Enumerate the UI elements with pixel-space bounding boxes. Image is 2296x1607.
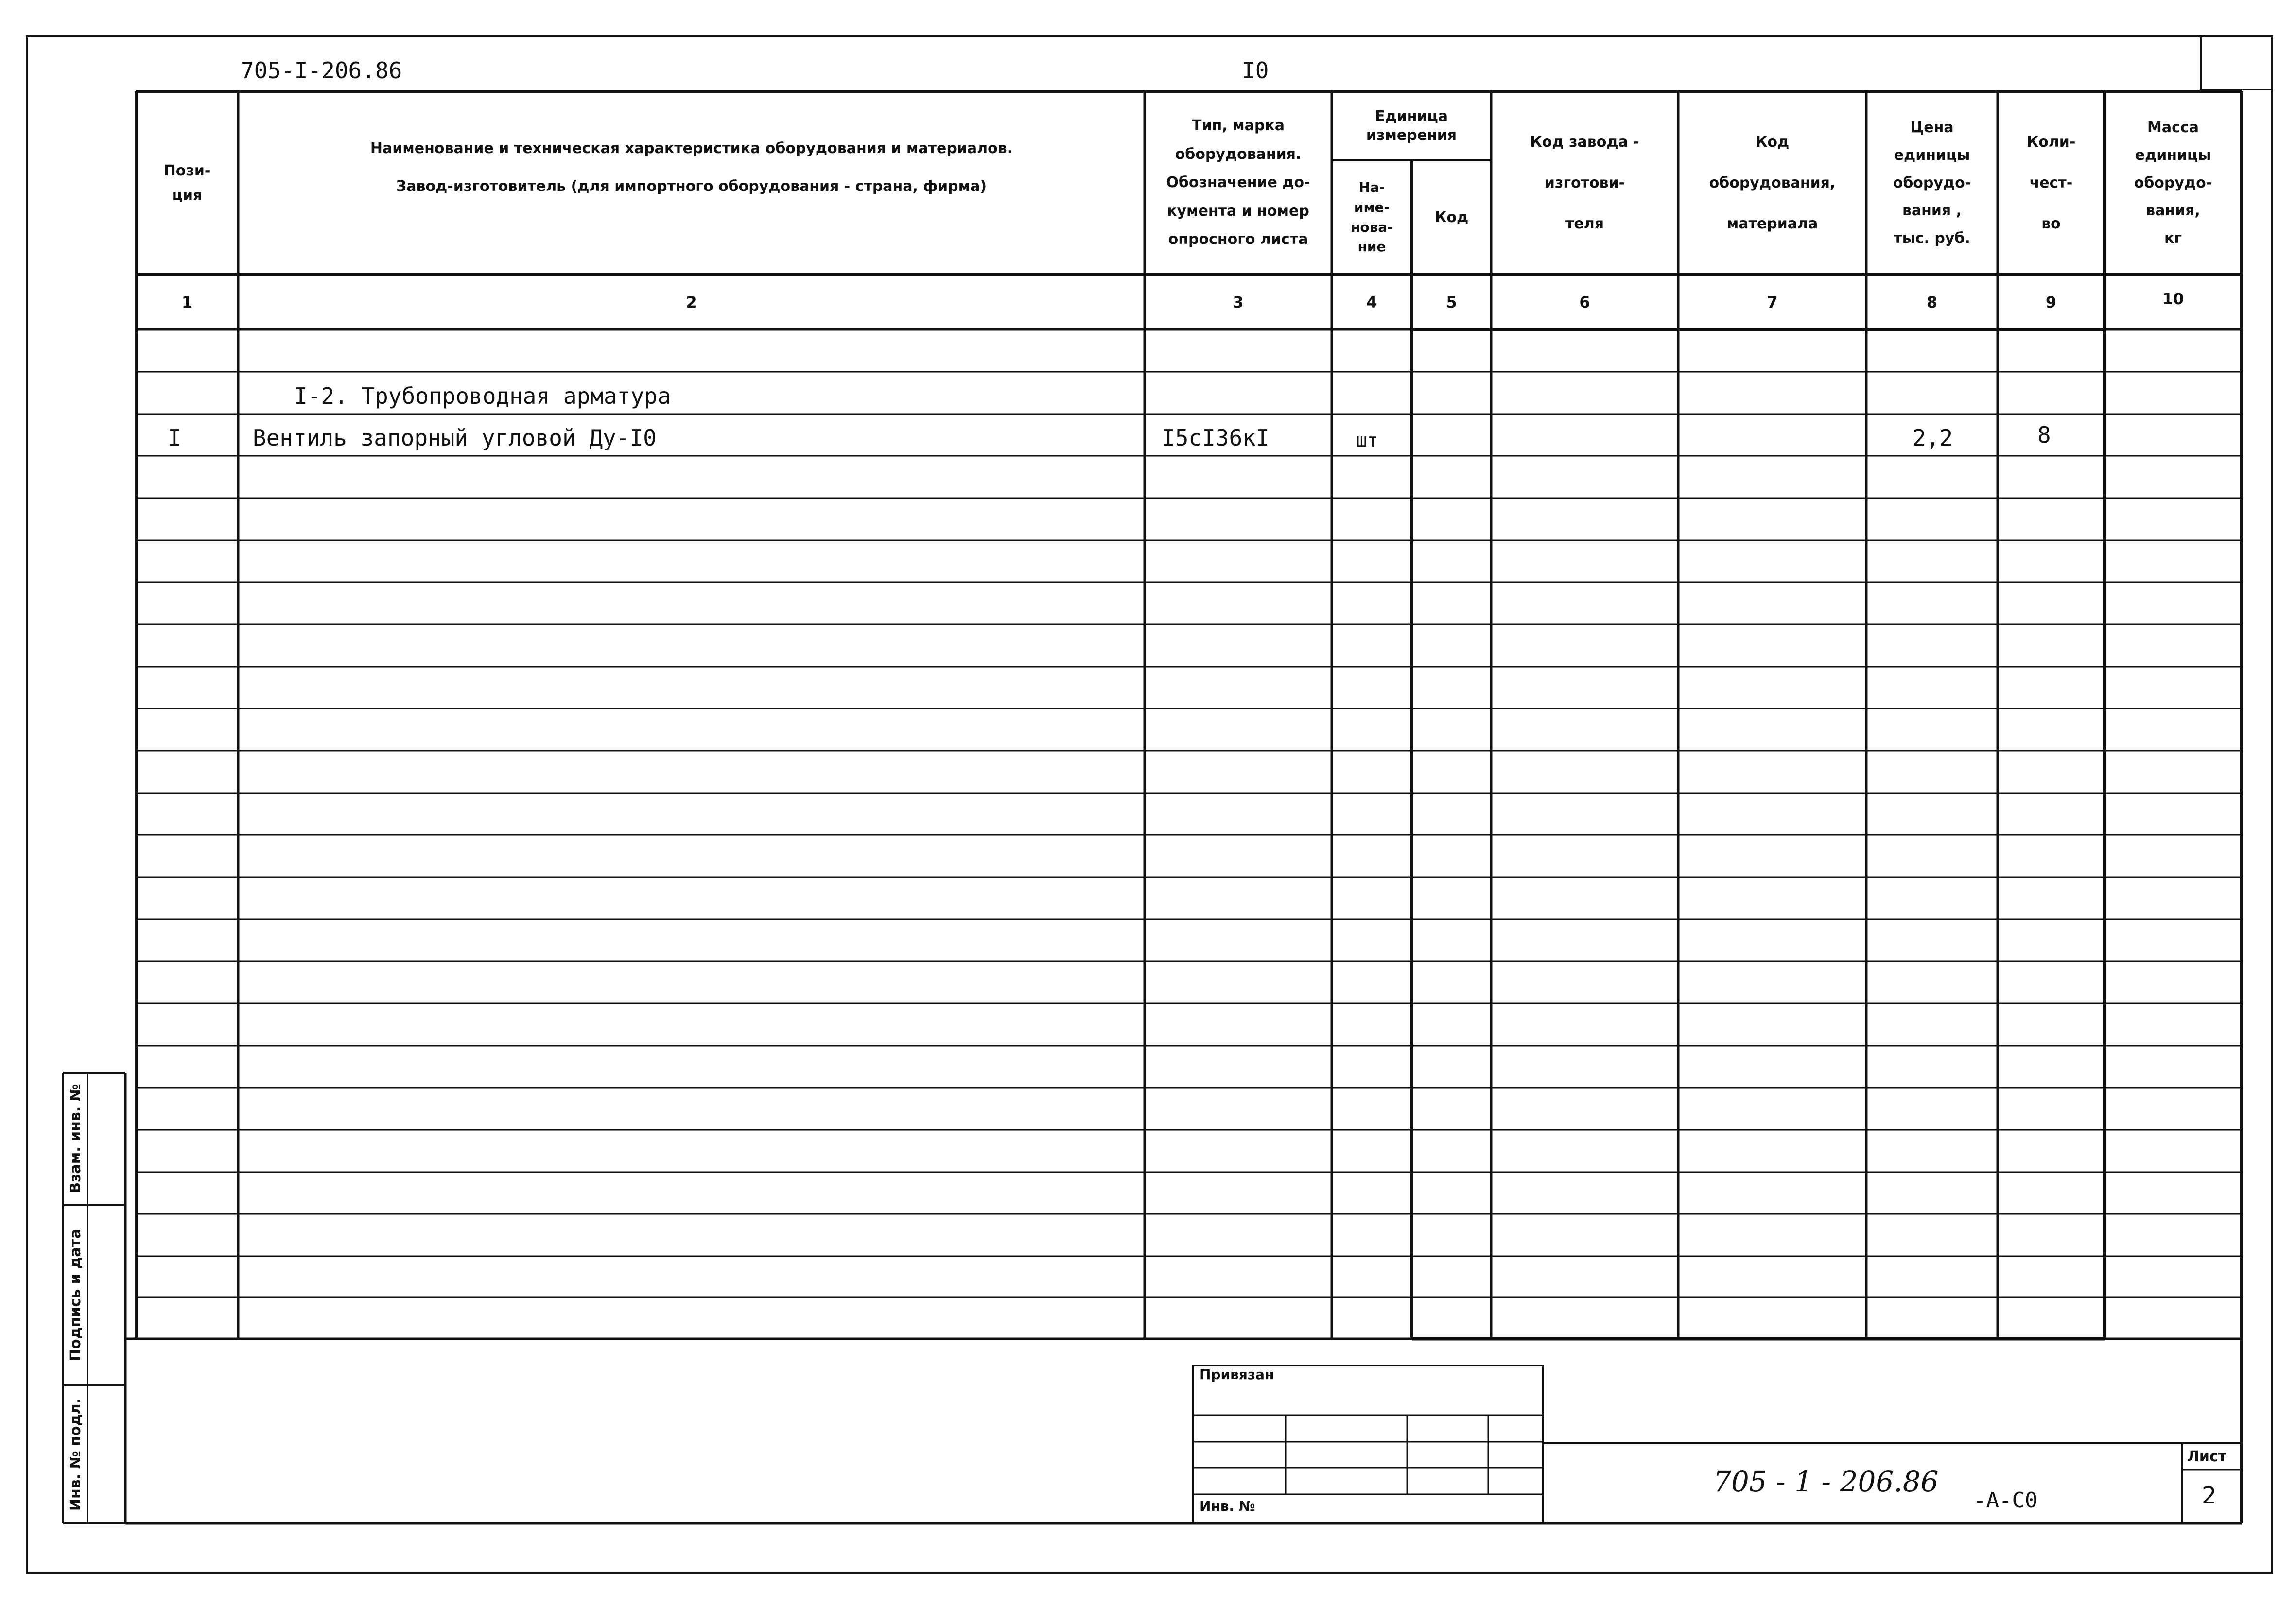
row-position: I bbox=[168, 425, 181, 451]
header-quantity: Коли- чест- во bbox=[2026, 133, 2076, 232]
header-unit-group: Единица измерения bbox=[1366, 108, 1457, 144]
document-code-top: 705-I-206.86 bbox=[241, 57, 402, 84]
header-unit-name: На- име- нова- ние bbox=[1351, 179, 1393, 255]
header-position: Пози- ция bbox=[163, 162, 211, 204]
sheet-number: 2 bbox=[2202, 1482, 2217, 1509]
col-number: 2 bbox=[686, 293, 697, 311]
sheet-label: Лист bbox=[2187, 1448, 2227, 1465]
row-type: I5cI36кI bbox=[1162, 425, 1270, 451]
row-name: Вентиль запорный угловой Ду-I0 bbox=[253, 425, 657, 451]
col-number: 1 bbox=[181, 293, 193, 311]
document-code-suffix: -А-С0 bbox=[1973, 1488, 2038, 1513]
document-code-handwritten: 705 - 1 - 206.86 bbox=[1713, 1465, 1939, 1498]
col-number: 6 bbox=[1579, 293, 1590, 311]
header-unit-code: Код bbox=[1434, 209, 1469, 226]
col-number: 5 bbox=[1446, 293, 1457, 311]
header-name: Наименование и техническая характеристика оборудования и материалов. Завод-изготовитель (для импортного оборудования - страна, фирма) bbox=[370, 140, 1013, 195]
col-number: 4 bbox=[1366, 293, 1377, 311]
col-number: 9 bbox=[2045, 293, 2057, 311]
row-unit: шт bbox=[1356, 430, 1378, 451]
side-stamp-signature: Подпись и дата bbox=[67, 1228, 84, 1362]
page-number: I0 bbox=[1242, 57, 1269, 84]
col-number: 7 bbox=[1767, 293, 1778, 311]
section-title: I-2. Трубопроводная арматура bbox=[294, 383, 671, 409]
col-number: 10 bbox=[2162, 290, 2184, 308]
row-quantity: 8 bbox=[2037, 422, 2051, 448]
privyazan-label: Привязан bbox=[1200, 1366, 1274, 1382]
header-equipment-code: Код оборудования, материала bbox=[1709, 133, 1836, 232]
col-number: 8 bbox=[1926, 293, 1938, 311]
header-factory-code: Код завода - изготови- теля bbox=[1530, 133, 1639, 232]
side-stamp-inv-podl: Инв. № подл. bbox=[67, 1398, 84, 1511]
header-price: Цена единицы оборудо- вания , тыс. руб. bbox=[1893, 119, 1971, 247]
header-type: Тип, марка оборудования. Обозначение до- кумента и номер опросного листа bbox=[1166, 117, 1310, 248]
row-price: 2,2 bbox=[1913, 425, 1953, 451]
inv-no-label: Инв. № bbox=[1200, 1498, 1255, 1514]
header-mass: Масса единицы оборудо- вания, кг bbox=[2134, 119, 2212, 247]
side-stamp-vzam: Взам. инв. № bbox=[67, 1084, 84, 1193]
col-number: 3 bbox=[1233, 293, 1244, 311]
